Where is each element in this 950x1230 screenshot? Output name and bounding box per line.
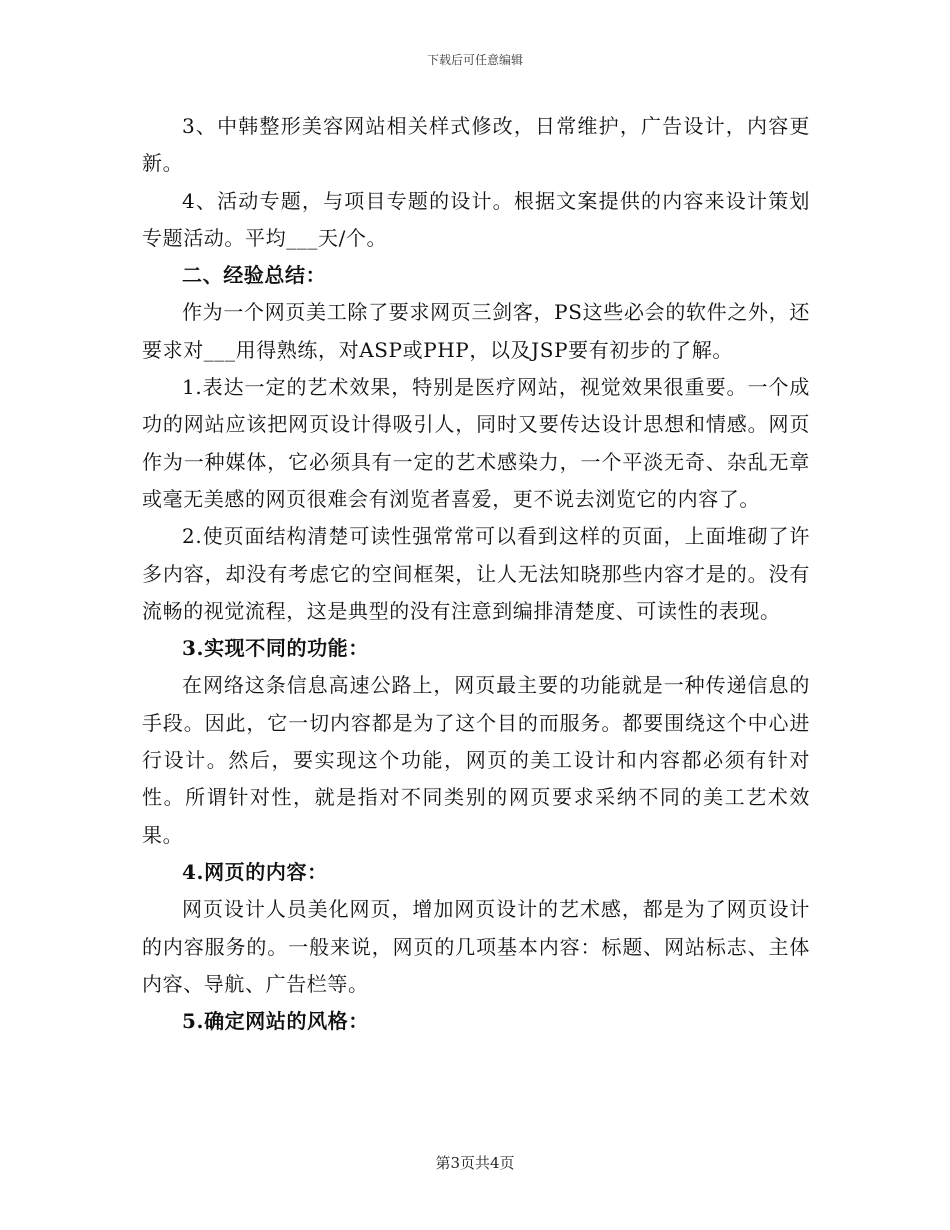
paragraph-readability: 2.使页面结构清楚可读性强常常可以看到这样的页面，上面堆砌了许多内容，却没有考虑它的空间框架，让人无法知晓那些内容才是的。没有流畅的视觉流程，这是典型的没有注意到编排清楚度、可读性的表现。: [142, 524, 810, 623]
section-heading-style: 5.确定网站的风格：: [182, 1009, 369, 1034]
paragraph-art-effect: 1.表达一定的艺术效果，特别是医疗网站，视觉效果很重要。一个成功的网站应该把网页设计得吸引人，同时又要传达设计思想和情感。网页作为一种媒体，它必须具有一定的艺术感染力，一个平淡无奇、杂乱无章或毫无美感的网页很难会有浏览者喜爱，更不说去浏览它的内容了。: [142, 375, 810, 511]
document-body: [142, 108, 810, 1040]
section-heading-experience: 二、经验总结：: [182, 263, 327, 288]
paragraph-item-4: 4、活动专题，与项目专题的设计。根据文案提供的内容来设计策划专题活动。平均___天/个。: [142, 188, 810, 250]
section-heading-content: 4.网页的内容：: [182, 859, 328, 884]
page-header: 下载后可任意编辑: [426, 53, 523, 67]
paragraph-intro: 作为一个网页美工除了要求网页三剑客，PS这些必会的软件之外，还要求对___用得熟练，对ASP或PHP，以及JSP要有初步的了解。: [142, 300, 810, 362]
paragraph-content: 网页设计人员美化网页，增加网页设计的艺术感，都是为了网页设计的内容服务的。一般来说，网页的几项基本内容：标题、网站标志、主体内容、导航、广告栏等。: [142, 897, 810, 996]
page-footer: 第3页共4页: [435, 1154, 515, 1172]
paragraph-item-3: 3、中韩整形美容网站相关样式修改，日常维护，广告设计，内容更新。: [142, 114, 810, 176]
section-heading-functions: 3.实现不同的功能：: [182, 636, 369, 661]
paragraph-functions: 在网络这条信息高速公路上，网页最主要的功能就是一种传递信息的手段。因此，它一切内容都是为了这个目的而服务。都要围绕这个中心进行设计。然后，要实现这个功能，网页的美工设计和内容都必须有针对性。所谓针对性，就是指对不同类别的网页要求采纳不同的美工艺术效果。: [142, 673, 810, 847]
